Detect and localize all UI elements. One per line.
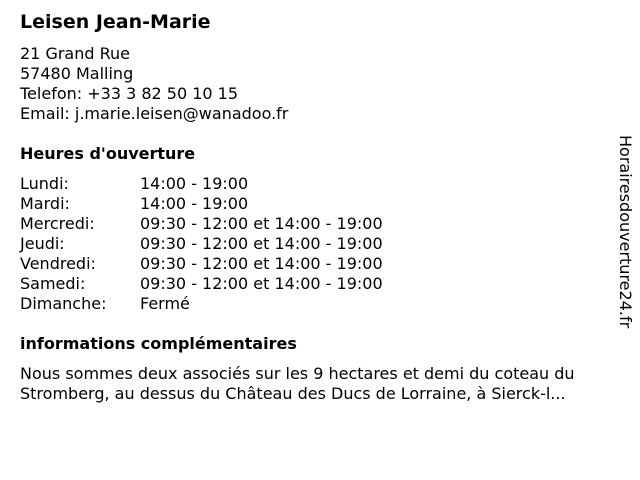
day-label: Dimanche: — [20, 294, 107, 313]
contact-block — [20, 44, 288, 124]
info-line: Nous sommes deux associés sur les 9 hectares et demi du coteau du — [20, 364, 575, 383]
time-value: Fermé — [140, 294, 190, 313]
email-address: Email: j.marie.leisen@wanadoo.fr — [20, 104, 289, 123]
day-label: Samedi: — [20, 274, 86, 293]
info-heading: informations complémentaires — [20, 334, 297, 353]
day-label: Lundi: — [20, 174, 69, 193]
day-label: Vendredi: — [20, 254, 96, 273]
time-value: 09:30 - 12:00 et 14:00 - 19:00 — [140, 214, 383, 233]
business-name: Leisen Jean-Marie — [20, 11, 211, 33]
city-postal: 57480 Malling — [20, 64, 134, 83]
info-text — [20, 364, 624, 404]
day-label: Mercredi: — [20, 214, 95, 233]
street-address: 21 Grand Rue — [20, 44, 130, 63]
day-label: Jeudi: — [20, 234, 65, 253]
phone-number: Telefon: +33 3 82 50 10 15 — [20, 84, 239, 103]
time-value: 09:30 - 12:00 et 14:00 - 19:00 — [140, 274, 383, 293]
day-label: Mardi: — [20, 194, 70, 213]
info-line: Stromberg, au dessus du Château des Ducs de Lorraine, à Sierck-l... — [20, 384, 566, 403]
time-value: 14:00 - 19:00 — [140, 194, 249, 213]
time-value: 14:00 - 19:00 — [140, 174, 249, 193]
time-value: 09:30 - 12:00 et 14:00 - 19:00 — [140, 234, 383, 253]
watermark: Horairesdouverture24.fr — [616, 135, 635, 329]
hours-heading: Heures d'ouverture — [20, 144, 196, 163]
time-value: 09:30 - 12:00 et 14:00 - 19:00 — [140, 254, 383, 273]
